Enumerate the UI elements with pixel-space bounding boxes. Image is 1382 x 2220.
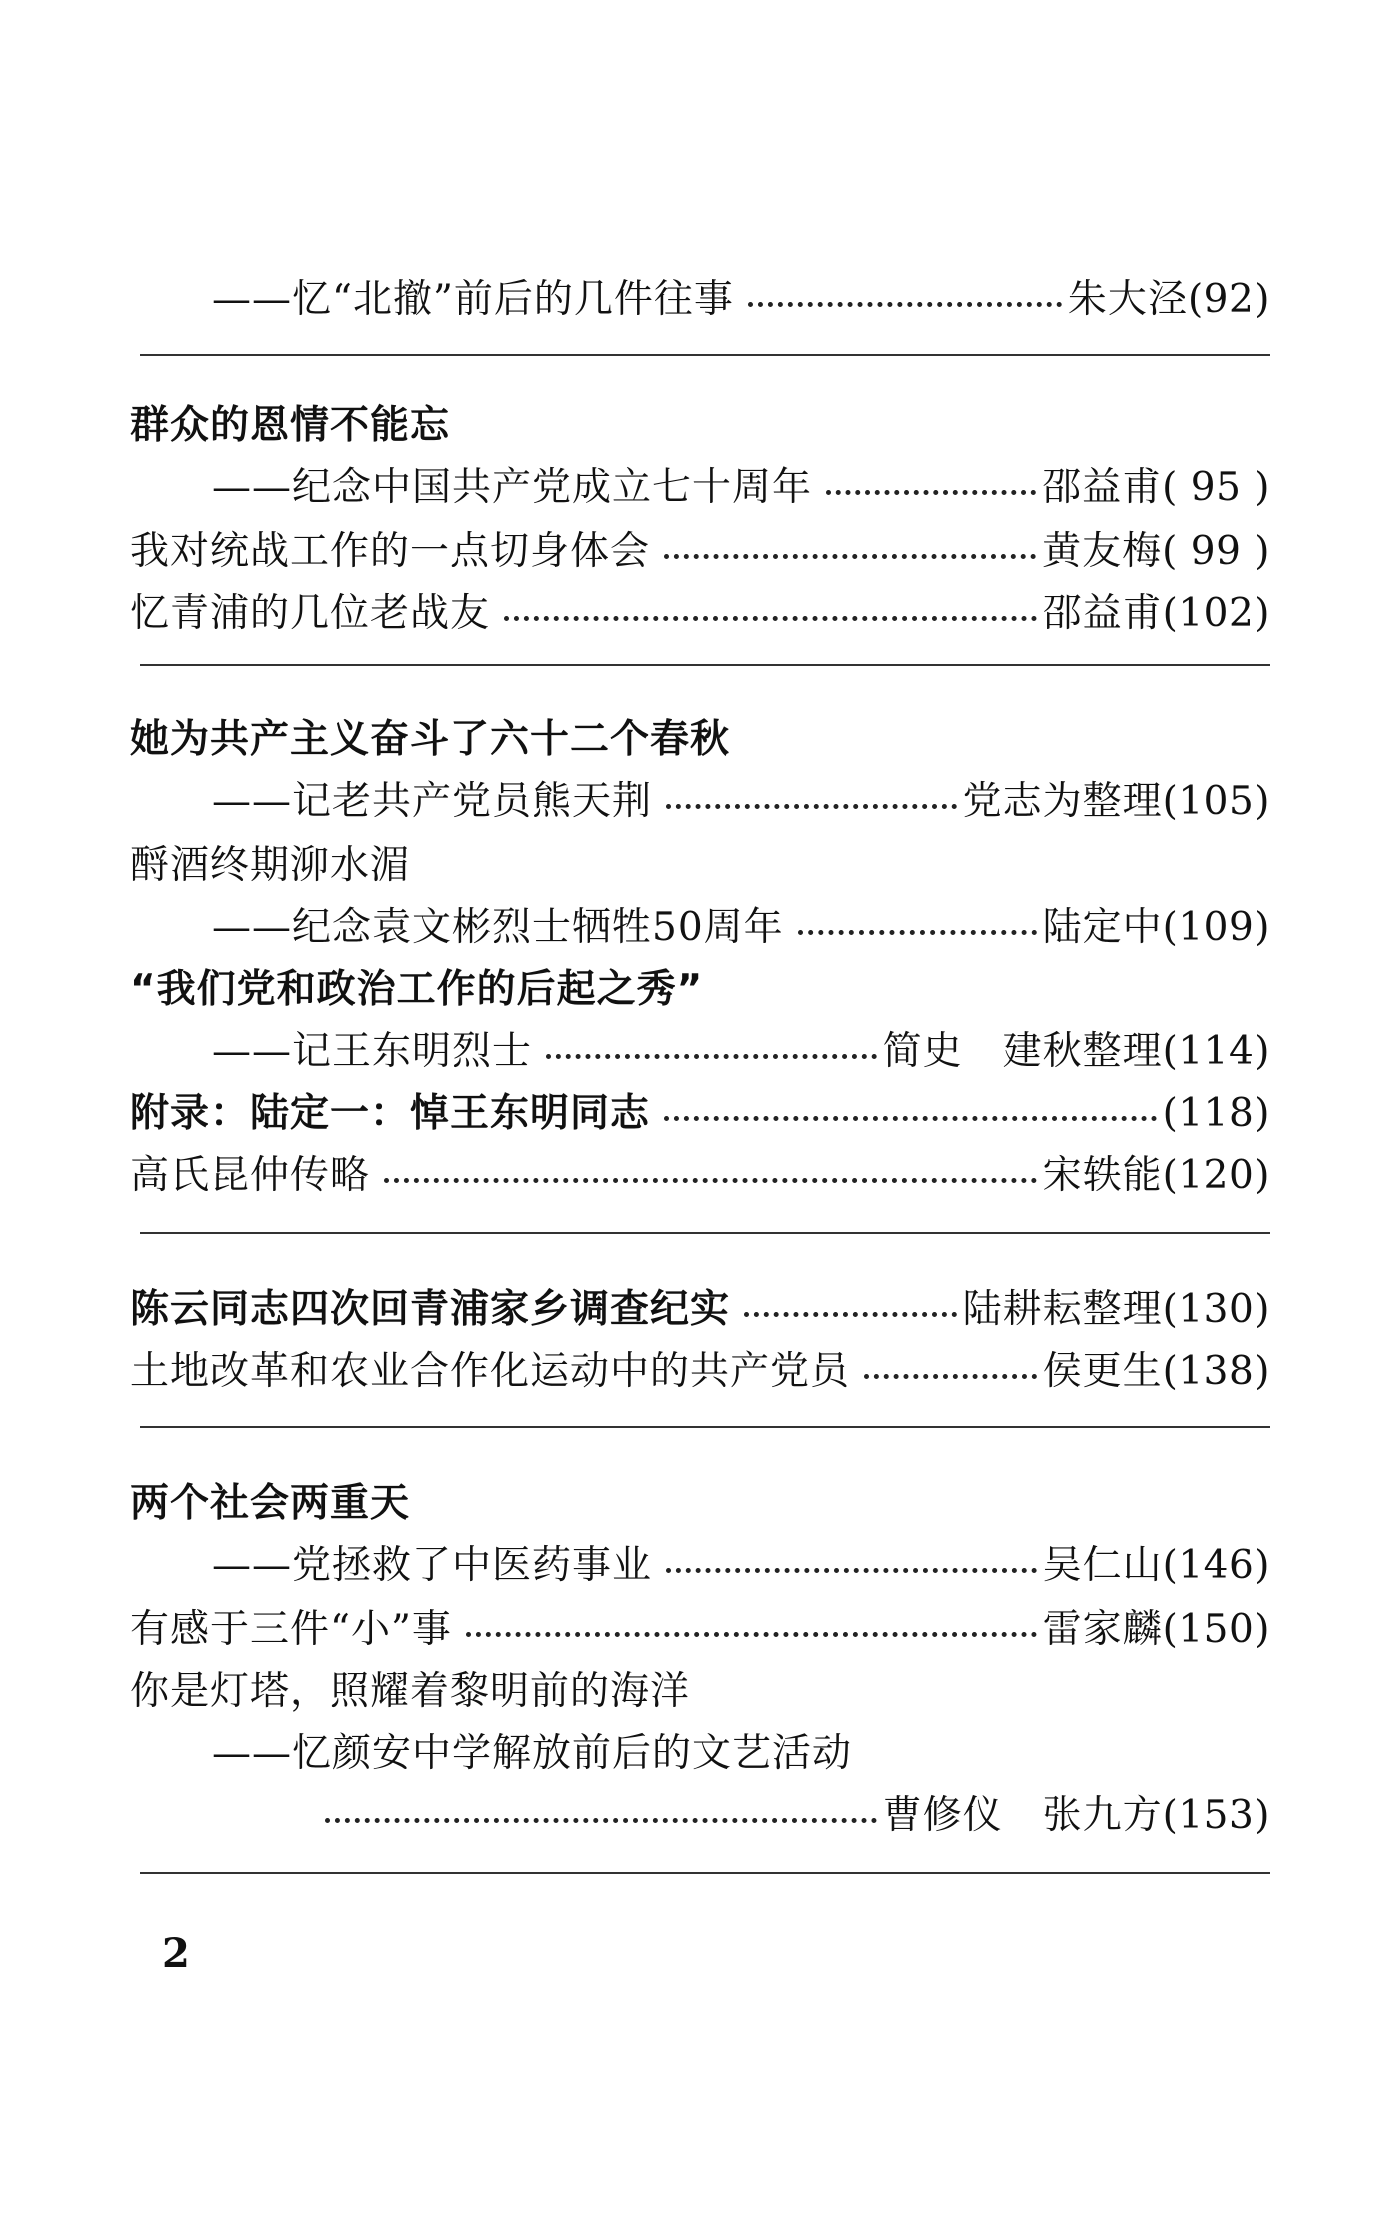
entry-title: ——忆颜安中学解放前后的文艺活动 <box>212 1731 853 1776</box>
entry-title: 高氏昆仲传略 <box>130 1153 371 1198</box>
entry-page: ( 99 ) <box>1162 529 1270 574</box>
entry-author: 黄友梅 <box>1042 529 1163 574</box>
dot-leader <box>384 1178 1037 1183</box>
entry-author: 党志为整理 <box>962 779 1163 824</box>
entry-author: 简史 建秋整理 <box>882 1029 1163 1074</box>
section-divider <box>140 1232 1270 1234</box>
dot-leader <box>325 1818 877 1823</box>
toc-entry <box>130 712 1270 768</box>
section-divider <box>140 354 1270 356</box>
entry-author: 吴仁山 <box>1042 1543 1163 1588</box>
entry-page: (146) <box>1162 1543 1270 1588</box>
entry-title: 有感于三件“小”事 <box>130 1607 452 1652</box>
dot-leader <box>504 616 1037 621</box>
entry-title: 你是灯塔，照耀着黎明前的海洋 <box>130 1669 691 1714</box>
entry-title: 我对统战工作的一点切身体会 <box>130 529 651 574</box>
entry-page: (130) <box>1162 1287 1270 1332</box>
dot-leader <box>744 1312 957 1317</box>
section-divider <box>140 664 1270 666</box>
entry-author: 雷家麟 <box>1042 1607 1163 1652</box>
dot-leader <box>748 302 1062 307</box>
entry-title: ——纪念袁文彬烈士牺牲50周年 <box>212 905 784 950</box>
entry-title: 群众的恩情不能忘 <box>130 403 451 448</box>
entry-title: ——党拯救了中医药事业 <box>212 1543 653 1588</box>
dot-leader <box>798 930 1037 935</box>
entry-title: 陈云同志四次回青浦家乡调查纪实 <box>130 1287 731 1332</box>
entry-author: 朱大泾 <box>1067 277 1188 322</box>
entry-title: ——忆“北撤”前后的几件往事 <box>212 277 734 322</box>
dot-leader <box>664 1116 1157 1121</box>
dot-leader <box>826 490 1036 495</box>
entry-title: 附录：陆定一：悼王东明同志 <box>130 1091 651 1136</box>
dot-leader <box>664 554 1036 559</box>
toc-entry <box>130 1602 1270 1658</box>
toc-entry <box>212 460 1270 516</box>
entry-page: (109) <box>1162 905 1270 950</box>
entry-page: (150) <box>1162 1607 1270 1652</box>
entry-page: (102) <box>1162 591 1270 636</box>
toc-entry <box>130 838 1270 894</box>
entry-author: 侯更生 <box>1042 1349 1163 1394</box>
entry-title: 忆青浦的几位老战友 <box>130 591 491 636</box>
entry-page: (138) <box>1162 1349 1270 1394</box>
toc-entry <box>212 774 1270 830</box>
toc-entry <box>212 1024 1270 1080</box>
entry-author: 陆定中 <box>1042 905 1163 950</box>
entry-author: 陆耕耘整理 <box>962 1287 1163 1332</box>
entry-title: “我们党和政治工作的后起之秀” <box>130 967 704 1012</box>
toc-entry <box>130 1148 1270 1204</box>
entry-author: 邵益甫 <box>1042 465 1163 510</box>
toc-entry <box>130 1664 1270 1720</box>
entry-page: (105) <box>1162 779 1270 824</box>
toc-entry <box>212 272 1270 328</box>
section-divider <box>140 1426 1270 1428</box>
entry-page: (118) <box>1162 1091 1270 1136</box>
toc-entry <box>212 1726 1270 1782</box>
entry-page: ( 95 ) <box>1162 465 1270 510</box>
dot-leader <box>546 1054 877 1059</box>
entry-author: 邵益甫 <box>1042 591 1163 636</box>
dot-leader <box>666 804 957 809</box>
entry-title: 酹酒终期泖水湄 <box>130 843 411 888</box>
toc-entry <box>130 586 1270 642</box>
toc-entry <box>212 900 1270 956</box>
toc-entry <box>130 524 1270 580</box>
toc-entry <box>130 398 1270 454</box>
toc-entry <box>212 1538 1270 1594</box>
entry-title: ——记王东明烈士 <box>212 1029 533 1074</box>
dot-leader <box>864 1374 1037 1379</box>
entry-page: (92) <box>1187 277 1270 322</box>
toc-entry <box>130 1282 1270 1338</box>
toc-entry <box>130 1086 1270 1142</box>
entry-page: (114) <box>1162 1029 1270 1074</box>
entry-title: 她为共产主义奋斗了六十二个春秋 <box>130 717 731 762</box>
dot-leader <box>466 1632 1037 1637</box>
entry-page: (120) <box>1162 1153 1270 1198</box>
entry-title: 两个社会两重天 <box>130 1481 411 1526</box>
toc-entry <box>130 1476 1270 1532</box>
entry-title: 土地改革和农业合作化运动中的共产党员 <box>130 1349 851 1394</box>
entry-author: 宋轶能 <box>1042 1153 1163 1198</box>
toc-entry <box>130 962 1270 1018</box>
toc-entry <box>130 1344 1270 1400</box>
entry-title: ——记老共产党员熊天荆 <box>212 779 653 824</box>
entry-title: ——纪念中国共产党成立七十周年 <box>212 465 813 510</box>
entry-author: 曹修仪 张九方 <box>882 1793 1163 1838</box>
section-divider <box>140 1872 1270 1874</box>
entry-page: (153) <box>1162 1793 1270 1838</box>
dot-leader <box>666 1568 1037 1573</box>
toc-entry <box>325 1788 1270 1844</box>
page-number: 2 <box>162 1930 190 1977</box>
